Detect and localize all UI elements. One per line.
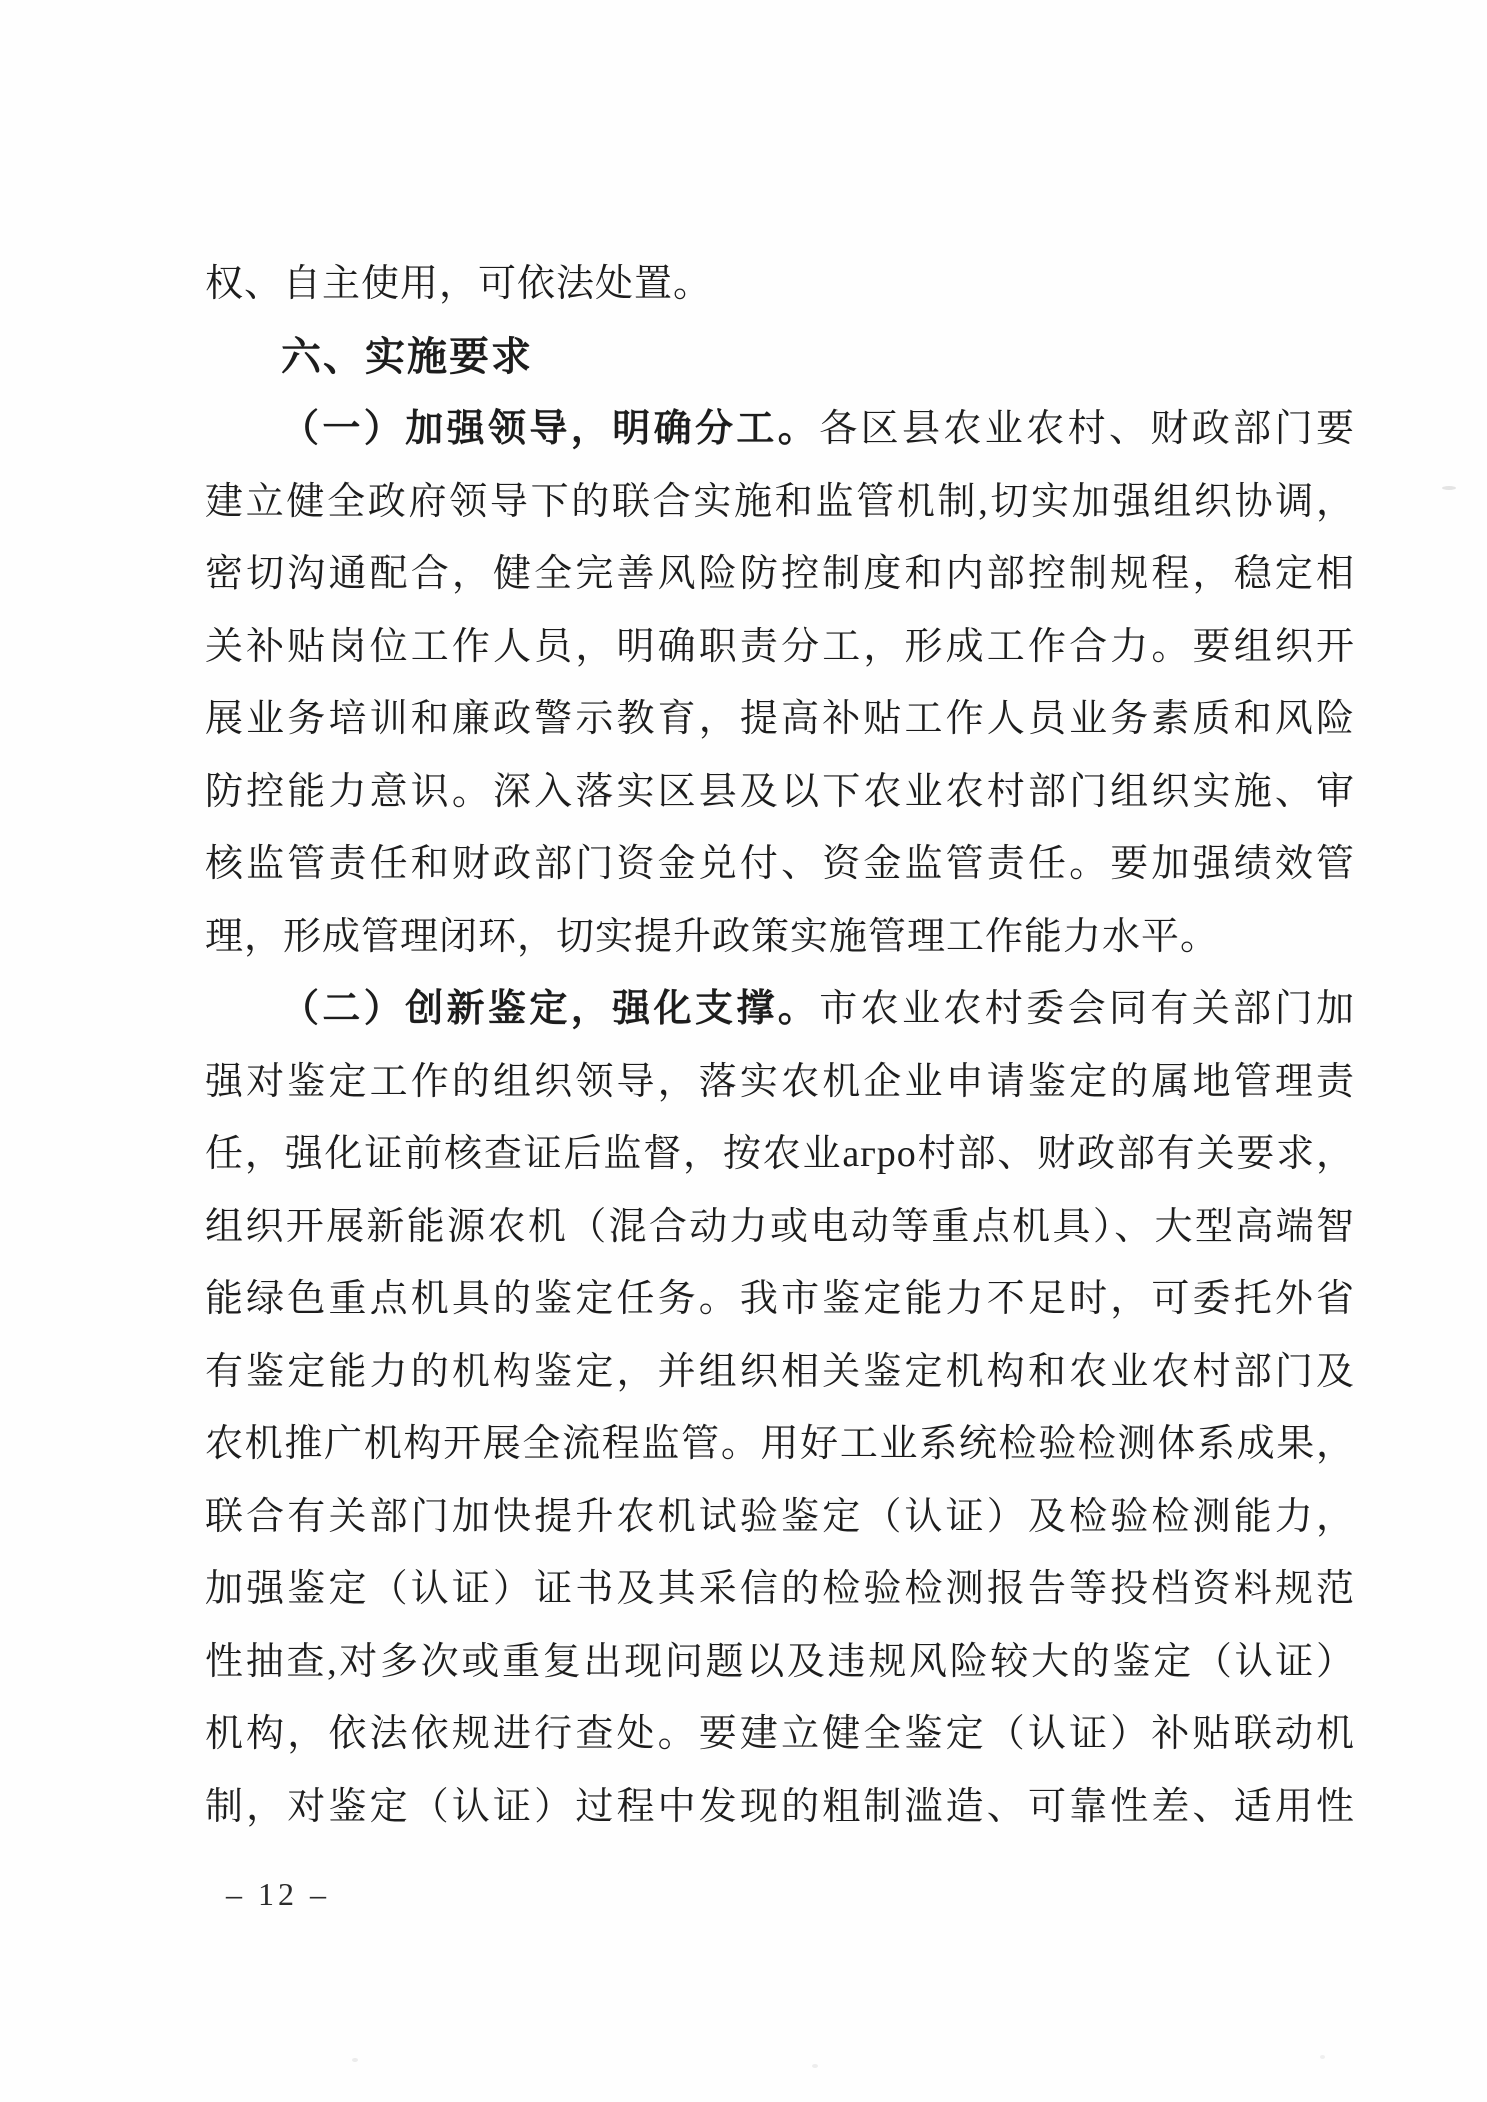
text-line: 理，形成管理闭环，切实提升政策实施管理工作能力水平。 — [205, 915, 1220, 958]
text-line: 密切沟通配合，健全完善风险防控制度和内部控制规程，稳定相 — [205, 553, 1355, 595]
scan-artifact — [352, 2058, 358, 2062]
paragraph-1-line-1 — [205, 393, 1355, 466]
text-line: 任，强化证前核查证后监督，按农业агро村部、财政部有关要求， — [205, 1133, 1355, 1175]
continuation-line: 权、自主使用，可依法处置。 — [205, 263, 713, 305]
line-text: 市农业农村委会同有关部门加 — [819, 988, 1355, 1030]
text-line: 核监管责任和财政部门资金兑付、资金监管责任。要加强绩效管 — [205, 843, 1355, 885]
text-line: 强对鉴定工作的组织领导，落实农机企业申请鉴定的属地管理责 — [205, 1060, 1355, 1103]
section-heading: 六、实施要求 — [281, 334, 533, 379]
page-number: – 12 – — [226, 1876, 330, 1912]
paragraph-2-line-1 — [205, 973, 1355, 1046]
body-text — [205, 248, 1355, 1843]
text-line: 建立健全政府领导下的联合实施和监管机制,切实加强组织协调， — [205, 480, 1355, 523]
scan-artifact — [1320, 2055, 1325, 2059]
paragraph-1-lead: （一）加强领导，明确分工。 — [281, 408, 820, 450]
text-line: 机构，依法依规进行查处。要建立健全鉴定（认证）补贴联动机 — [205, 1713, 1355, 1755]
text-line: 制，对鉴定（认证）过程中发现的粗制滥造、可靠性差、适用性 — [205, 1785, 1355, 1828]
text-line: 性抽查,对多次或重复出现问题以及违规风险较大的鉴定（认证） — [205, 1640, 1355, 1683]
scan-artifact — [812, 2064, 818, 2068]
paragraph-2-lead: （二）创新鉴定，强化支撑。 — [281, 988, 820, 1030]
text-line: 有鉴定能力的机构鉴定，并组织相关鉴定机构和农业农村部门及 — [205, 1350, 1355, 1393]
text-line: 联合有关部门加快提升农机试验鉴定（认证）及检验检测能力， — [205, 1495, 1355, 1538]
line-text: 各区县农业农村、财政部门要 — [819, 408, 1355, 450]
text-line: 展业务培训和廉政警示教育，提高补贴工作人员业务素质和风险 — [205, 698, 1355, 740]
text-line: 加强鉴定（认证）证书及其采信的检验检测报告等投档资料规范 — [205, 1568, 1355, 1610]
text-line: 防控能力意识。深入落实区县及以下农业农村部门组织实施、审 — [205, 770, 1355, 813]
text-line: 组织开展新能源农机（混合动力或电动等重点机具）、大型高端智 — [205, 1205, 1355, 1248]
scan-artifact — [1442, 486, 1456, 490]
text-line: 关补贴岗位工作人员，明确职责分工，形成工作合力。要组织开 — [205, 625, 1355, 668]
text-line: 农机推广机构开展全流程监管。用好工业系统检验检测体系成果， — [205, 1423, 1355, 1465]
text-line: 能绿色重点机具的鉴定任务。我市鉴定能力不足时，可委托外省 — [205, 1278, 1355, 1320]
